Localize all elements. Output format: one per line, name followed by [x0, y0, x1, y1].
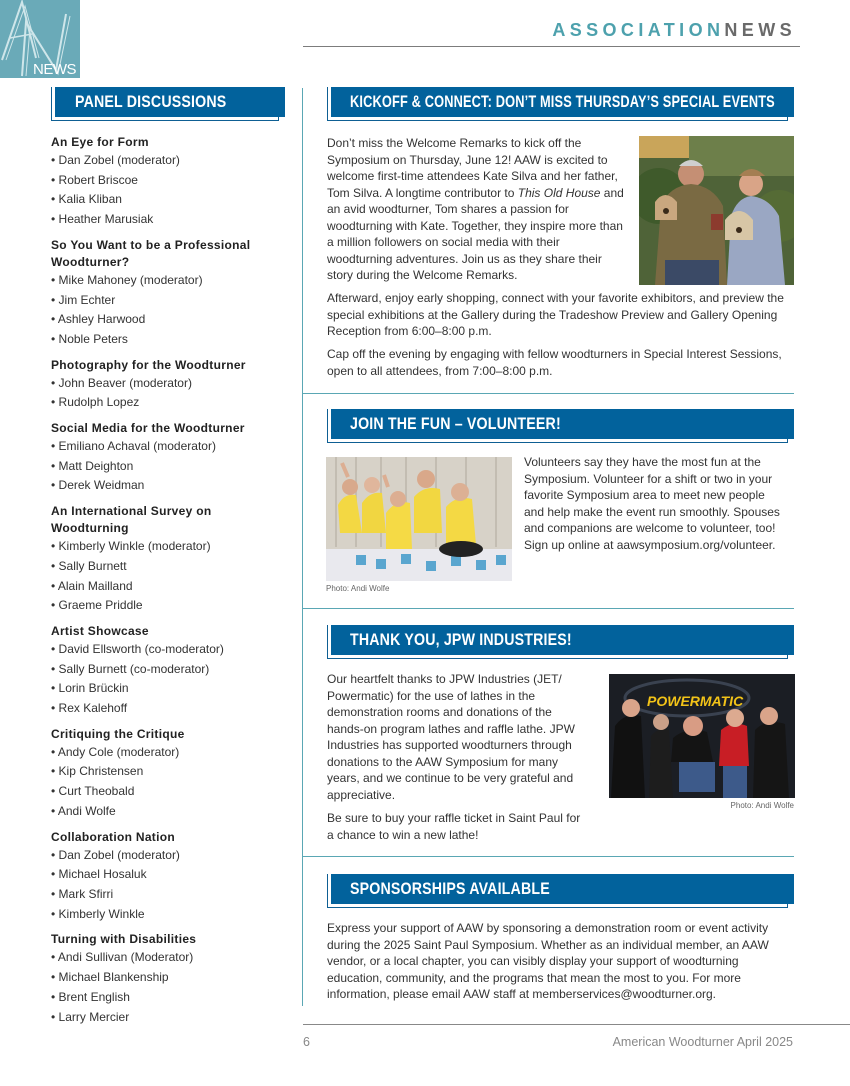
masthead-rule	[303, 46, 800, 47]
panel-member: • Brent English	[51, 988, 286, 1008]
panel-member: • Rudolph Lopez	[51, 393, 286, 413]
jpw-photo	[609, 674, 795, 798]
panel-member: • Ashley Harwood	[51, 310, 286, 330]
panel-member: • Rex Kalehoff	[51, 699, 286, 719]
logo-news-text: NEWS	[33, 61, 76, 78]
panel-group	[51, 623, 286, 719]
panel-group	[51, 237, 286, 350]
volunteer-title: JOIN THE FUN – VOLUNTEER!	[350, 415, 561, 433]
panel-member: • John Beaver (moderator)	[51, 374, 286, 394]
panel-members	[51, 374, 286, 413]
panel-members	[51, 640, 286, 719]
volunteer-banner	[327, 409, 794, 443]
panel-member: • Sally Burnett	[51, 557, 286, 577]
kickoff-banner	[327, 87, 794, 121]
panel-title: So You Want to be a Professional Woodturner?	[51, 237, 251, 269]
jpw-paragraph-2: Be sure to buy your raffle ticket in Saint Paul for a chance to win a new lathe!	[327, 811, 581, 842]
volunteer-paragraph: Volunteers say they have the most fun at the Symposium. Volunteer for a shift or two in your favorite Symposium area to meet new people and help make the event run smoothly. Spouses and companions are welcome to volunteer, too! Sign up online at aawsymposium.org/volunteer.	[524, 455, 780, 552]
panel-member: • Robert Briscoe	[51, 171, 286, 191]
panel-member: • David Ellsworth (co-moderator)	[51, 640, 286, 660]
section-divider	[303, 856, 794, 857]
photo-tom-and-kate-silva	[639, 136, 794, 285]
panel-members	[51, 743, 286, 822]
footer-rule	[303, 1024, 850, 1025]
panel-member: • Michael Blankenship	[51, 968, 286, 988]
jpw-photo-credit: Photo: Andi Wolfe	[730, 801, 794, 810]
publication-title: This Old House	[517, 185, 601, 200]
panel-member: • Matt Deighton	[51, 457, 286, 477]
panel-members	[51, 537, 286, 616]
volunteer-photo-credit: Photo: Andi Wolfe	[326, 584, 390, 593]
an-news-logo	[0, 0, 80, 78]
panel-group	[51, 134, 286, 230]
kickoff-paragraph-2: Afterward, enjoy early shopping, connect with your favorite exhibitors, and preview the special exhibitions at the Gallery during the Tradeshow Preview and Gallery Opening Reception from 6:00–8:00 p.m.	[327, 291, 784, 338]
panel-member: • Noble Peters	[51, 330, 286, 350]
panel-title: An International Survey on Woodturning	[51, 504, 212, 536]
panel-member: • Kalia Kliban	[51, 190, 286, 210]
panel-group	[51, 726, 286, 822]
kickoff-title: KICKOFF & CONNECT: DON’T MISS THURSDAY’S SPECIAL EVENTS	[350, 93, 775, 111]
photo-volunteers	[326, 457, 512, 581]
panel-title: Social Media for the Woodturner	[51, 421, 245, 436]
kickoff-paragraph-1: Don’t miss the Welcome Remarks to kick off the Symposium on Thursday, June 12! AAW is excited to welcome first-time attendees Kate Silva and her father, Tom Silva. A longtime contributor to This Old House and an avid woodturner, Tom shares a passion for woodturning with Kate. Together, they inspire more than a million followers on social media with their woodturning adventures. Join us as they share their story during the Welcome Remarks.	[327, 136, 624, 282]
panel-members	[51, 437, 286, 496]
panel-discussions-banner	[51, 87, 285, 121]
panel-title: Photography for the Woodturner	[51, 357, 246, 372]
panel-member: • Jim Echter	[51, 291, 286, 311]
panel-member: • Graeme Priddle	[51, 596, 286, 616]
section-divider	[303, 608, 794, 609]
panel-group	[51, 420, 286, 496]
panel-discussions-title: PANEL DISCUSSIONS	[75, 93, 227, 111]
issue-label: American Woodturner April 2025	[612, 1035, 793, 1049]
panel-title: Collaboration Nation	[51, 829, 175, 844]
panel-members	[51, 271, 286, 350]
panel-member: • Larry Mercier	[51, 1008, 286, 1028]
volunteers-photo	[326, 457, 512, 581]
panel-title: Artist Showcase	[51, 623, 149, 638]
column-divider	[302, 88, 303, 1006]
powermatic-sign: POWERMATIC	[647, 693, 744, 709]
panel-member: • Emiliano Achaval (moderator)	[51, 437, 286, 457]
panel-member: • Lorin Brückin	[51, 679, 286, 699]
panel-member: • Kimberly Winkle (moderator)	[51, 537, 286, 557]
panel-member: • Derek Weidman	[51, 476, 286, 496]
silva-photo	[639, 136, 794, 285]
panel-group	[51, 503, 286, 616]
panel-list	[51, 134, 286, 1034]
panel-group	[51, 357, 286, 413]
panel-member: • Dan Zobel (moderator)	[51, 846, 286, 866]
panel-member: • Michael Hosaluk	[51, 865, 286, 885]
panel-title: Critiquing the Critique	[51, 726, 185, 741]
sponsorships-title: SPONSORSHIPS AVAILABLE	[350, 880, 550, 898]
panel-group	[51, 829, 286, 925]
panel-member: • Heather Marusiak	[51, 210, 286, 230]
section-masthead	[552, 20, 796, 41]
sponsorships-banner	[327, 874, 794, 908]
panel-title: An Eye for Form	[51, 135, 149, 149]
panel-member: • Kip Christensen	[51, 762, 286, 782]
masthead-news: NEWS	[724, 20, 796, 40]
panel-members	[51, 846, 286, 925]
panel-member: • Curt Theobald	[51, 782, 286, 802]
photo-jpw-team	[609, 674, 795, 798]
jpw-banner	[327, 625, 794, 659]
masthead-association: ASSOCIATION	[552, 20, 725, 40]
panel-members	[51, 948, 286, 1027]
panel-member: • Kimberly Winkle	[51, 905, 286, 925]
panel-member: • Sally Burnett (co-moderator)	[51, 660, 286, 680]
sponsorships-paragraph: Express your support of AAW by sponsoring a demonstration room or event activity during the 2025 Saint Paul Symposium. Whether as an individual member, an AAW vendor, or a local chapter, you can visibly display your support of woodturning education, community, and the programs that mean the most to you. For more information, please email AAW staff at memberservices@woodturner.org.	[327, 921, 769, 1001]
panel-member: • Andy Cole (moderator)	[51, 743, 286, 763]
panel-member: • Mike Mahoney (moderator)	[51, 271, 286, 291]
jpw-paragraph-1: Our heartfelt thanks to JPW Industries (JET/ Powermatic) for the use of lathes in the demonstration rooms and donations of the hands-on program lathes and raffle lathe. JPW Industries has supported woodturners through donations to the AAW Symposium for many years, and we continue to be very grateful and appreciative.	[327, 672, 575, 802]
panel-member: • Andi Sullivan (Moderator)	[51, 948, 286, 968]
kickoff-paragraph-3: Cap off the evening by engaging with fellow woodturners in Special Interest Sessions, open to all attendees, from 7:00–8:00 p.m.	[327, 347, 782, 378]
panel-group	[51, 931, 286, 1027]
page-number: 6	[303, 1035, 310, 1049]
panel-member: • Andi Wolfe	[51, 802, 286, 822]
jpw-title: THANK YOU, JPW INDUSTRIES!	[350, 631, 572, 649]
panel-title: Turning with Disabilities	[51, 932, 197, 947]
panel-member: • Alain Mailland	[51, 577, 286, 597]
panel-member: • Dan Zobel (moderator)	[51, 151, 286, 171]
section-divider	[303, 393, 794, 394]
panel-member: • Mark Sfirri	[51, 885, 286, 905]
panel-members	[51, 151, 286, 230]
